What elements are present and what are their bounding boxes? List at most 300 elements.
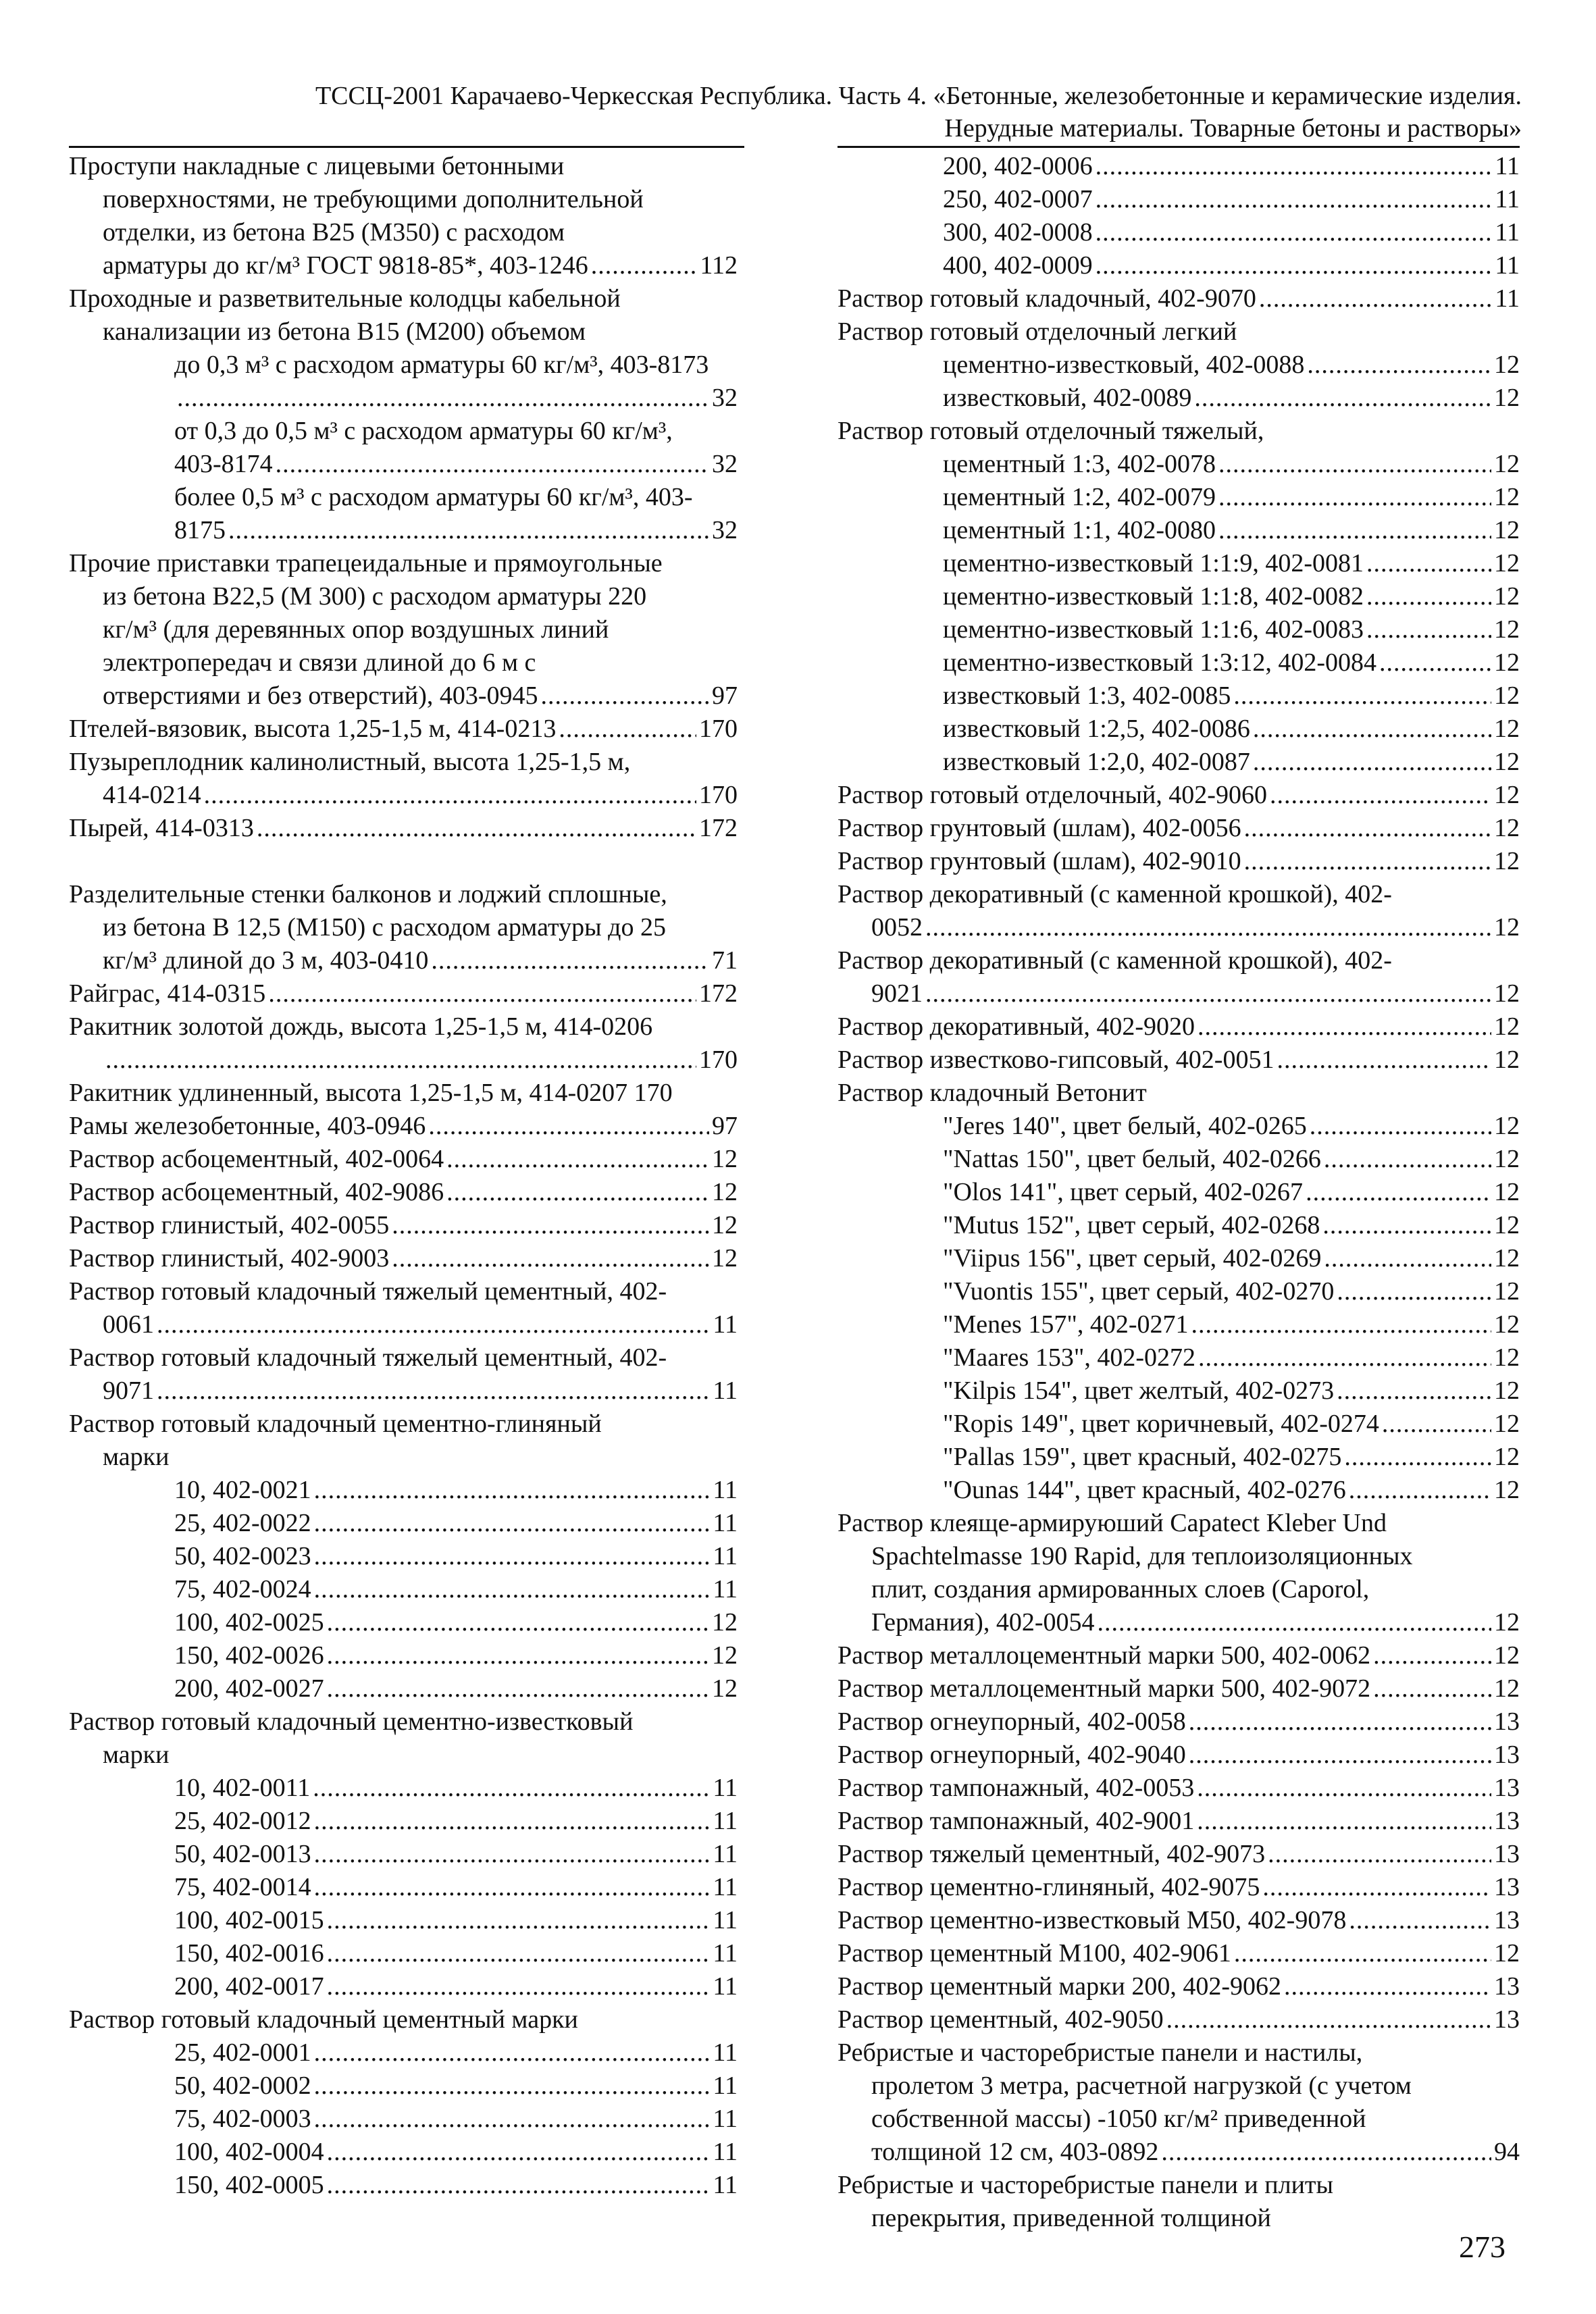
dot-leader: [1198, 1341, 1491, 1374]
index-entry: [69, 1705, 738, 1772]
index-entry: [69, 1341, 738, 1408]
index-entry-line: [69, 1739, 738, 1772]
entry-text: из бетона В 12,5 (М150) с расходом арматуры до 25: [103, 913, 666, 942]
index-entry-line: [838, 580, 1520, 613]
index-entry-line: [69, 1871, 738, 1904]
dot-leader: [428, 1110, 709, 1143]
page-reference: 12: [1494, 1476, 1520, 1504]
index-entry-line: [69, 1110, 738, 1143]
index-entry: [838, 1772, 1520, 1805]
dot-leader: [314, 2103, 711, 2136]
index-column-right: [838, 150, 1520, 2235]
index-entry: [838, 1838, 1520, 1871]
dot-leader: [1344, 1441, 1491, 1474]
index-entry-line: [838, 713, 1520, 746]
entry-text: Раствор металлоцементный марки 500, 402-0062: [838, 1641, 1371, 1670]
index-entry-line: [69, 2003, 738, 2036]
entry-text: Раствор металлоцементный марки 500, 402-9072: [838, 1674, 1371, 1703]
entry-text: Ракитник золотой дождь, высота 1,25-1,5 м, 414-0206: [69, 1012, 653, 1041]
entry-text: "Olos 141", цвет серый, 402-0267: [943, 1178, 1304, 1206]
index-entry-line: [69, 1970, 738, 2003]
entry-text: цементный 1:3, 402-0078: [943, 450, 1216, 478]
index-entry: [838, 1275, 1520, 1308]
index-entry-line: [838, 216, 1520, 249]
running-header: [68, 80, 1522, 145]
index-entry: [838, 646, 1520, 679]
index-entry-line: [838, 646, 1520, 679]
page-reference: 13: [1494, 1774, 1520, 1802]
dot-leader: [1096, 249, 1493, 282]
dot-leader: [1373, 1639, 1491, 1672]
entry-text: Раствор тяжелый цементный, 402-9073: [838, 1840, 1266, 1868]
header-rule-right: [838, 146, 1520, 148]
entry-text: "Menes 157", 402-0271: [943, 1310, 1189, 1339]
page-reference: 13: [1494, 1873, 1520, 1901]
index-entry-line: [69, 1242, 738, 1275]
index-entry-line: [838, 779, 1520, 812]
index-entry-line: [838, 1937, 1520, 1970]
page-reference: 12: [1494, 615, 1520, 644]
index-entry-line: [69, 1540, 738, 1573]
index-entry-line: [69, 779, 738, 812]
index-entry-line: [69, 1507, 738, 1540]
entry-text: 250, 402-0007: [943, 185, 1093, 213]
page-reference: 12: [1494, 748, 1520, 776]
entry-text: 9021: [871, 979, 923, 1008]
index-entry: [838, 1110, 1520, 1143]
page-reference: 170: [699, 1046, 738, 1074]
index-entry: [69, 1805, 738, 1838]
index-entry-line: [69, 547, 738, 580]
index-entry: [69, 1474, 738, 1507]
page-reference: 12: [1494, 814, 1520, 842]
dot-leader: [314, 1871, 711, 1904]
index-entry-line: [838, 1374, 1520, 1408]
entry-text: Раствор тампонажный, 402-0053: [838, 1774, 1195, 1802]
dot-leader: [257, 812, 696, 845]
entry-text: 25, 402-0012: [174, 1807, 311, 1835]
index-entry: [838, 1672, 1520, 1705]
index-entry-line: [838, 1308, 1520, 1341]
page-reference: 12: [1494, 384, 1520, 412]
dot-leader: [392, 1209, 709, 1242]
entry-text: 50, 402-0023: [174, 1542, 311, 1570]
page-reference: 97: [712, 682, 738, 710]
entry-text: Птелей-вязовик, высота 1,25-1,5 м, 414-0213: [69, 715, 557, 743]
index-entry-line: [69, 415, 738, 448]
index-entry-line: [838, 448, 1520, 481]
index-entry: [69, 1209, 738, 1242]
index-entry-line: [69, 2069, 738, 2103]
index-entry-line: [838, 514, 1520, 547]
page-reference: 12: [1494, 1145, 1520, 1173]
index-entry: [838, 415, 1520, 448]
index-entry: [69, 2069, 738, 2103]
index-entry-line: [838, 183, 1520, 216]
dot-leader: [1096, 183, 1493, 216]
dot-leader: [314, 1474, 711, 1507]
index-entry-line: [69, 2036, 738, 2069]
index-entry: [838, 1143, 1520, 1176]
page-reference: 12: [1494, 351, 1520, 379]
entry-text: Раствор готовый кладочный цементно-глиняный: [69, 1410, 602, 1438]
index-entry-line: [838, 911, 1520, 944]
entry-text: более 0,5 м³ с расходом арматуры 60 кг/м³, 403-: [174, 483, 693, 511]
dot-leader: [1253, 746, 1491, 779]
entry-text: Раствор готовый кладочный тяжелый цементный, 402-: [69, 1277, 667, 1306]
dot-leader: [1366, 613, 1491, 646]
page-reference: 11: [713, 1807, 738, 1835]
entry-text: Пырей, 414-0313: [69, 814, 254, 842]
index-entry-line: [838, 1143, 1520, 1176]
index-entry: [838, 1077, 1520, 1110]
index-entry: [838, 1639, 1520, 1672]
index-entry: [69, 1540, 738, 1573]
page-reference: 32: [712, 384, 738, 412]
dot-leader: [541, 679, 709, 713]
entry-text: 10, 402-0021: [174, 1476, 311, 1504]
dot-leader: [228, 514, 709, 547]
dot-leader: [327, 1606, 709, 1639]
index-entry: [69, 547, 738, 713]
entry-text: 400, 402-0009: [943, 251, 1093, 280]
entry-text: Раствор цементный марки 200, 402-9062: [838, 1972, 1282, 2001]
dot-leader: [1218, 448, 1491, 481]
page-reference: 13: [1494, 1807, 1520, 1835]
index-entry: [69, 1871, 738, 1904]
index-entry: [838, 746, 1520, 779]
index-entry: [69, 2136, 738, 2169]
index-entry: [838, 1242, 1520, 1275]
index-entry-line: [838, 1077, 1520, 1110]
entry-text: марки: [103, 1443, 170, 1471]
page-reference: 172: [699, 979, 738, 1008]
entry-text: известковый 1:3, 402-0085: [943, 682, 1231, 710]
dot-leader: [1349, 1474, 1491, 1507]
index-entry: [838, 349, 1520, 382]
entry-text: Раствор цементно-известковый М50, 402-9078: [838, 1906, 1347, 1934]
dot-leader: [591, 249, 698, 282]
dot-leader: [446, 1143, 709, 1176]
index-entry: [838, 547, 1520, 580]
index-entry-line: [69, 1275, 738, 1308]
index-entry-line: [838, 1639, 1520, 1672]
entry-text: 414-0214: [103, 781, 201, 809]
page-reference: 97: [712, 1112, 738, 1140]
index-entry-line: [69, 1639, 738, 1672]
entry-text: "Viipus 156", цвет серый, 402-0269: [943, 1244, 1322, 1272]
index-entry: [69, 1077, 738, 1110]
dot-leader: [1189, 1739, 1491, 1772]
page-reference: 11: [713, 1840, 738, 1868]
index-entry-line: [838, 2202, 1520, 2235]
entry-text: 8175: [174, 516, 226, 544]
index-entry-line: [838, 2069, 1520, 2103]
dot-leader: [313, 1772, 710, 1805]
page-reference: 12: [1494, 1012, 1520, 1041]
entry-text: отверстиями и без отверстий), 403-0945: [103, 682, 538, 710]
header-rule-left: [69, 146, 744, 148]
entry-text: толщиной 12 см, 403-0892: [871, 2138, 1159, 2166]
page-reference: 12: [712, 1608, 738, 1637]
page-reference: 112: [700, 251, 738, 280]
dot-leader: [446, 1176, 709, 1209]
index-entry: [838, 679, 1520, 713]
index-column-left: [69, 150, 738, 2202]
index-entry: [838, 613, 1520, 646]
header-line-2: Нерудные материалы. Товарные бетоны и растворы»: [944, 114, 1522, 143]
index-entry-line: [69, 1573, 738, 1606]
entry-text: 403-8174: [174, 450, 273, 478]
index-entry-line: [838, 382, 1520, 415]
dot-leader: [276, 448, 709, 481]
entry-text: отделки, из бетона В25 (М350) с расходом: [103, 218, 565, 247]
index-entry: [69, 1110, 738, 1143]
index-entry-line: [838, 1242, 1520, 1275]
page-reference: 12: [1494, 1443, 1520, 1471]
page-reference: 12: [1494, 1112, 1520, 1140]
index-entry-line: [838, 1209, 1520, 1242]
entry-text: 100, 402-0025: [174, 1608, 324, 1637]
index-entry: [69, 1275, 738, 1341]
index-entry-line: [838, 2036, 1520, 2069]
index-entry: [838, 779, 1520, 812]
index-entry: [69, 1010, 738, 1077]
dot-leader: [327, 2169, 711, 2202]
dot-leader: [1244, 812, 1491, 845]
dot-leader: [1366, 547, 1491, 580]
entry-text: 150, 402-0026: [174, 1641, 324, 1670]
entry-text: Раствор известково-гипсовый, 402-0051: [838, 1046, 1275, 1074]
dot-leader: [105, 1044, 696, 1077]
page-reference: 12: [1494, 913, 1520, 942]
dot-leader: [327, 1970, 711, 2003]
index-entry-line: [69, 1805, 738, 1838]
entry-text: "Maares 153", 402-0272: [943, 1343, 1196, 1372]
entry-text: марки: [103, 1741, 170, 1769]
dot-leader: [1379, 646, 1491, 679]
index-entry-line: [69, 1474, 738, 1507]
page-reference: 12: [1494, 781, 1520, 809]
index-entry-line: [69, 1143, 738, 1176]
page-reference: 11: [1495, 218, 1520, 247]
index-entry: [838, 448, 1520, 481]
index-entry-line: [69, 1209, 738, 1242]
dot-leader: [314, 1507, 711, 1540]
index-entry: [69, 2036, 738, 2069]
index-entry: [69, 1970, 738, 2003]
index-entry-line: [69, 1904, 738, 1937]
index-entry-line: [838, 1739, 1520, 1772]
index-entry-line: [69, 1176, 738, 1209]
index-entry: [838, 1044, 1520, 1077]
entry-text: известковый 1:2,0, 402-0087: [943, 748, 1250, 776]
entry-text: известковый, 402-0089: [943, 384, 1192, 412]
index-entry-line: [69, 713, 738, 746]
entry-text: "Kilpis 154", цвет желтый, 402-0273: [943, 1377, 1335, 1405]
index-entry: [838, 2003, 1520, 2036]
dot-leader: [1382, 1408, 1491, 1441]
dot-leader: [327, 1639, 709, 1672]
index-entry: [838, 1408, 1520, 1441]
index-entry-line: [838, 481, 1520, 514]
entry-text: Пузыреплодник калинолистный, высота 1,25-1,5 м,: [69, 748, 631, 776]
dot-leader: [1322, 1209, 1491, 1242]
entry-text: "Mutus 152", цвет серый, 402-0268: [943, 1211, 1320, 1239]
entry-text: 200, 402-0017: [174, 1972, 324, 2001]
index-entry-line: [69, 1374, 738, 1408]
dot-leader: [1218, 514, 1491, 547]
index-entry: [69, 878, 738, 977]
dot-leader: [314, 2036, 711, 2069]
page-reference: 12: [1494, 549, 1520, 577]
entry-text: 100, 402-0015: [174, 1906, 324, 1934]
page-reference: 12: [1494, 582, 1520, 611]
index-entry-line: [838, 1408, 1520, 1441]
index-entry-line: [69, 878, 738, 911]
index-entry: [69, 1672, 738, 1705]
index-entry-line: [838, 1275, 1520, 1308]
page-reference: 11: [713, 2072, 738, 2100]
page-reference: 11: [713, 1939, 738, 1968]
page-reference: 12: [1494, 847, 1520, 875]
header-line-1: ТССЦ-2001 Карачаево-Черкесская Республика. Часть 4. «Бетонные, железобетонные и керамические изделия.: [315, 82, 1522, 110]
entry-text: до 0,3 м³ с расходом арматуры 60 кг/м³, 403-8173: [174, 351, 709, 379]
entry-text: 0052: [871, 913, 923, 942]
entry-text: Раствор грунтовый (шлам), 402-9010: [838, 847, 1241, 875]
dot-leader: [1161, 2136, 1491, 2169]
index-entry-line: [838, 613, 1520, 646]
page-reference: 12: [712, 1641, 738, 1670]
index-entry-line: [838, 349, 1520, 382]
dot-leader: [327, 1937, 711, 1970]
page-reference: 11: [713, 2105, 738, 2133]
index-entry-line: [69, 1838, 738, 1871]
dot-leader: [559, 713, 696, 746]
index-entry: [838, 1374, 1520, 1408]
page-reference: 12: [1494, 1343, 1520, 1372]
page-reference: 12: [1494, 648, 1520, 677]
page-reference: 11: [1495, 152, 1520, 180]
dot-leader: [1189, 1705, 1491, 1739]
entry-text: Ребристые и часторебристые панели и плиты: [838, 2171, 1334, 2199]
index-entry-line: [838, 2003, 1520, 2036]
index-entry: [838, 183, 1520, 216]
index-entry-line: [69, 1772, 738, 1805]
page-reference: 11: [713, 2038, 738, 2067]
index-entry-line: [838, 2103, 1520, 2136]
index-entry-line: [838, 1540, 1520, 1573]
index-entry-line: [69, 1606, 738, 1639]
page-reference: 12: [1494, 1211, 1520, 1239]
entry-text: пролетом 3 метра, расчетной нагрузкой (с учетом: [871, 2072, 1412, 2100]
entry-text: Раствор готовый кладочный, 402-9070: [838, 284, 1256, 313]
page-reference: 170: [699, 781, 738, 809]
index-entry: [838, 845, 1520, 878]
index-entry-line: [838, 812, 1520, 845]
index-entry: [69, 282, 738, 349]
index-entry-line: [838, 1507, 1520, 1540]
dot-leader: [1194, 382, 1491, 415]
index-entry-line: [838, 845, 1520, 878]
entry-text: Раствор цементный М100, 402-9061: [838, 1939, 1231, 1968]
index-entry-line: [838, 547, 1520, 580]
page-reference: 11: [713, 1906, 738, 1934]
entry-text: Раствор глинистый, 402-9003: [69, 1244, 390, 1272]
index-entry-line: [69, 812, 738, 845]
entry-text: из бетона В22,5 (М 300) с расходом арматуры 220: [103, 582, 647, 611]
page-reference: 11: [1495, 284, 1520, 313]
page-reference: 12: [712, 1244, 738, 1272]
entry-text: Раствор кладочный Ветонит: [838, 1079, 1147, 1107]
page-reference: 94: [1494, 2138, 1520, 2166]
index-entry-line: [69, 183, 738, 216]
entry-text: Проступи накладные с лицевыми бетонными: [69, 152, 565, 180]
page-reference: 11: [713, 1310, 738, 1339]
dot-leader: [1324, 1143, 1491, 1176]
dot-leader: [1373, 1672, 1491, 1705]
entry-text: "Ounas 144", цвет красный, 402-0276: [943, 1476, 1346, 1504]
index-entry: [69, 1606, 738, 1639]
entry-text: плит, создания армированных слоев (Caporol,: [871, 1575, 1370, 1603]
entry-text: Раствор готовый кладочный тяжелый цементный, 402-: [69, 1343, 667, 1372]
index-entry: [838, 2169, 1520, 2235]
index-entry: [69, 1573, 738, 1606]
index-entry-line: [69, 249, 738, 282]
dot-leader: [1337, 1374, 1491, 1408]
index-entry: [69, 1242, 738, 1275]
entry-text: 25, 402-0022: [174, 1509, 311, 1537]
index-entry-line: [838, 1606, 1520, 1639]
index-entry: [838, 1937, 1520, 1970]
index-entry-line: [69, 448, 738, 481]
dot-leader: [157, 1374, 710, 1408]
index-entry-line: [838, 746, 1520, 779]
index-entry: [69, 481, 738, 547]
index-entry-line: [69, 2136, 738, 2169]
dot-leader: [925, 911, 1491, 944]
dot-leader: [1270, 779, 1491, 812]
index-entry-line: [838, 415, 1520, 448]
index-entry-line: [838, 1904, 1520, 1937]
entry-text: Ребристые и часторебристые панели и настилы,: [838, 2038, 1363, 2067]
dot-leader: [1244, 845, 1491, 878]
dot-leader: [1191, 1308, 1492, 1341]
index-entry: [69, 1838, 738, 1871]
page-reference: 11: [713, 1509, 738, 1537]
entry-text: Разделительные стенки балконов и лоджий сплошные,: [69, 880, 667, 908]
page-reference: 12: [1494, 1277, 1520, 1306]
entry-text: 200, 402-0027: [174, 1674, 324, 1703]
index-entry-line: [69, 1077, 738, 1110]
index-entry: [838, 1507, 1520, 1639]
index-entry: [69, 812, 738, 845]
index-entry-line: [69, 1937, 738, 1970]
dot-leader: [1198, 1010, 1491, 1044]
index-entry-line: [69, 944, 738, 977]
page-reference: 11: [713, 2138, 738, 2166]
page-reference: 13: [1494, 1741, 1520, 1769]
index-entry: [838, 1441, 1520, 1474]
entry-text: 100, 402-0004: [174, 2138, 324, 2166]
index-entry: [69, 1937, 738, 1970]
index-entry-line: [838, 1341, 1520, 1374]
index-entry: [838, 1705, 1520, 1739]
dot-leader: [1277, 1044, 1491, 1077]
page-reference: 172: [699, 814, 738, 842]
index-entry-line: [69, 977, 738, 1010]
entry-text: Раствор готовый отделочный, 402-9060: [838, 781, 1267, 809]
